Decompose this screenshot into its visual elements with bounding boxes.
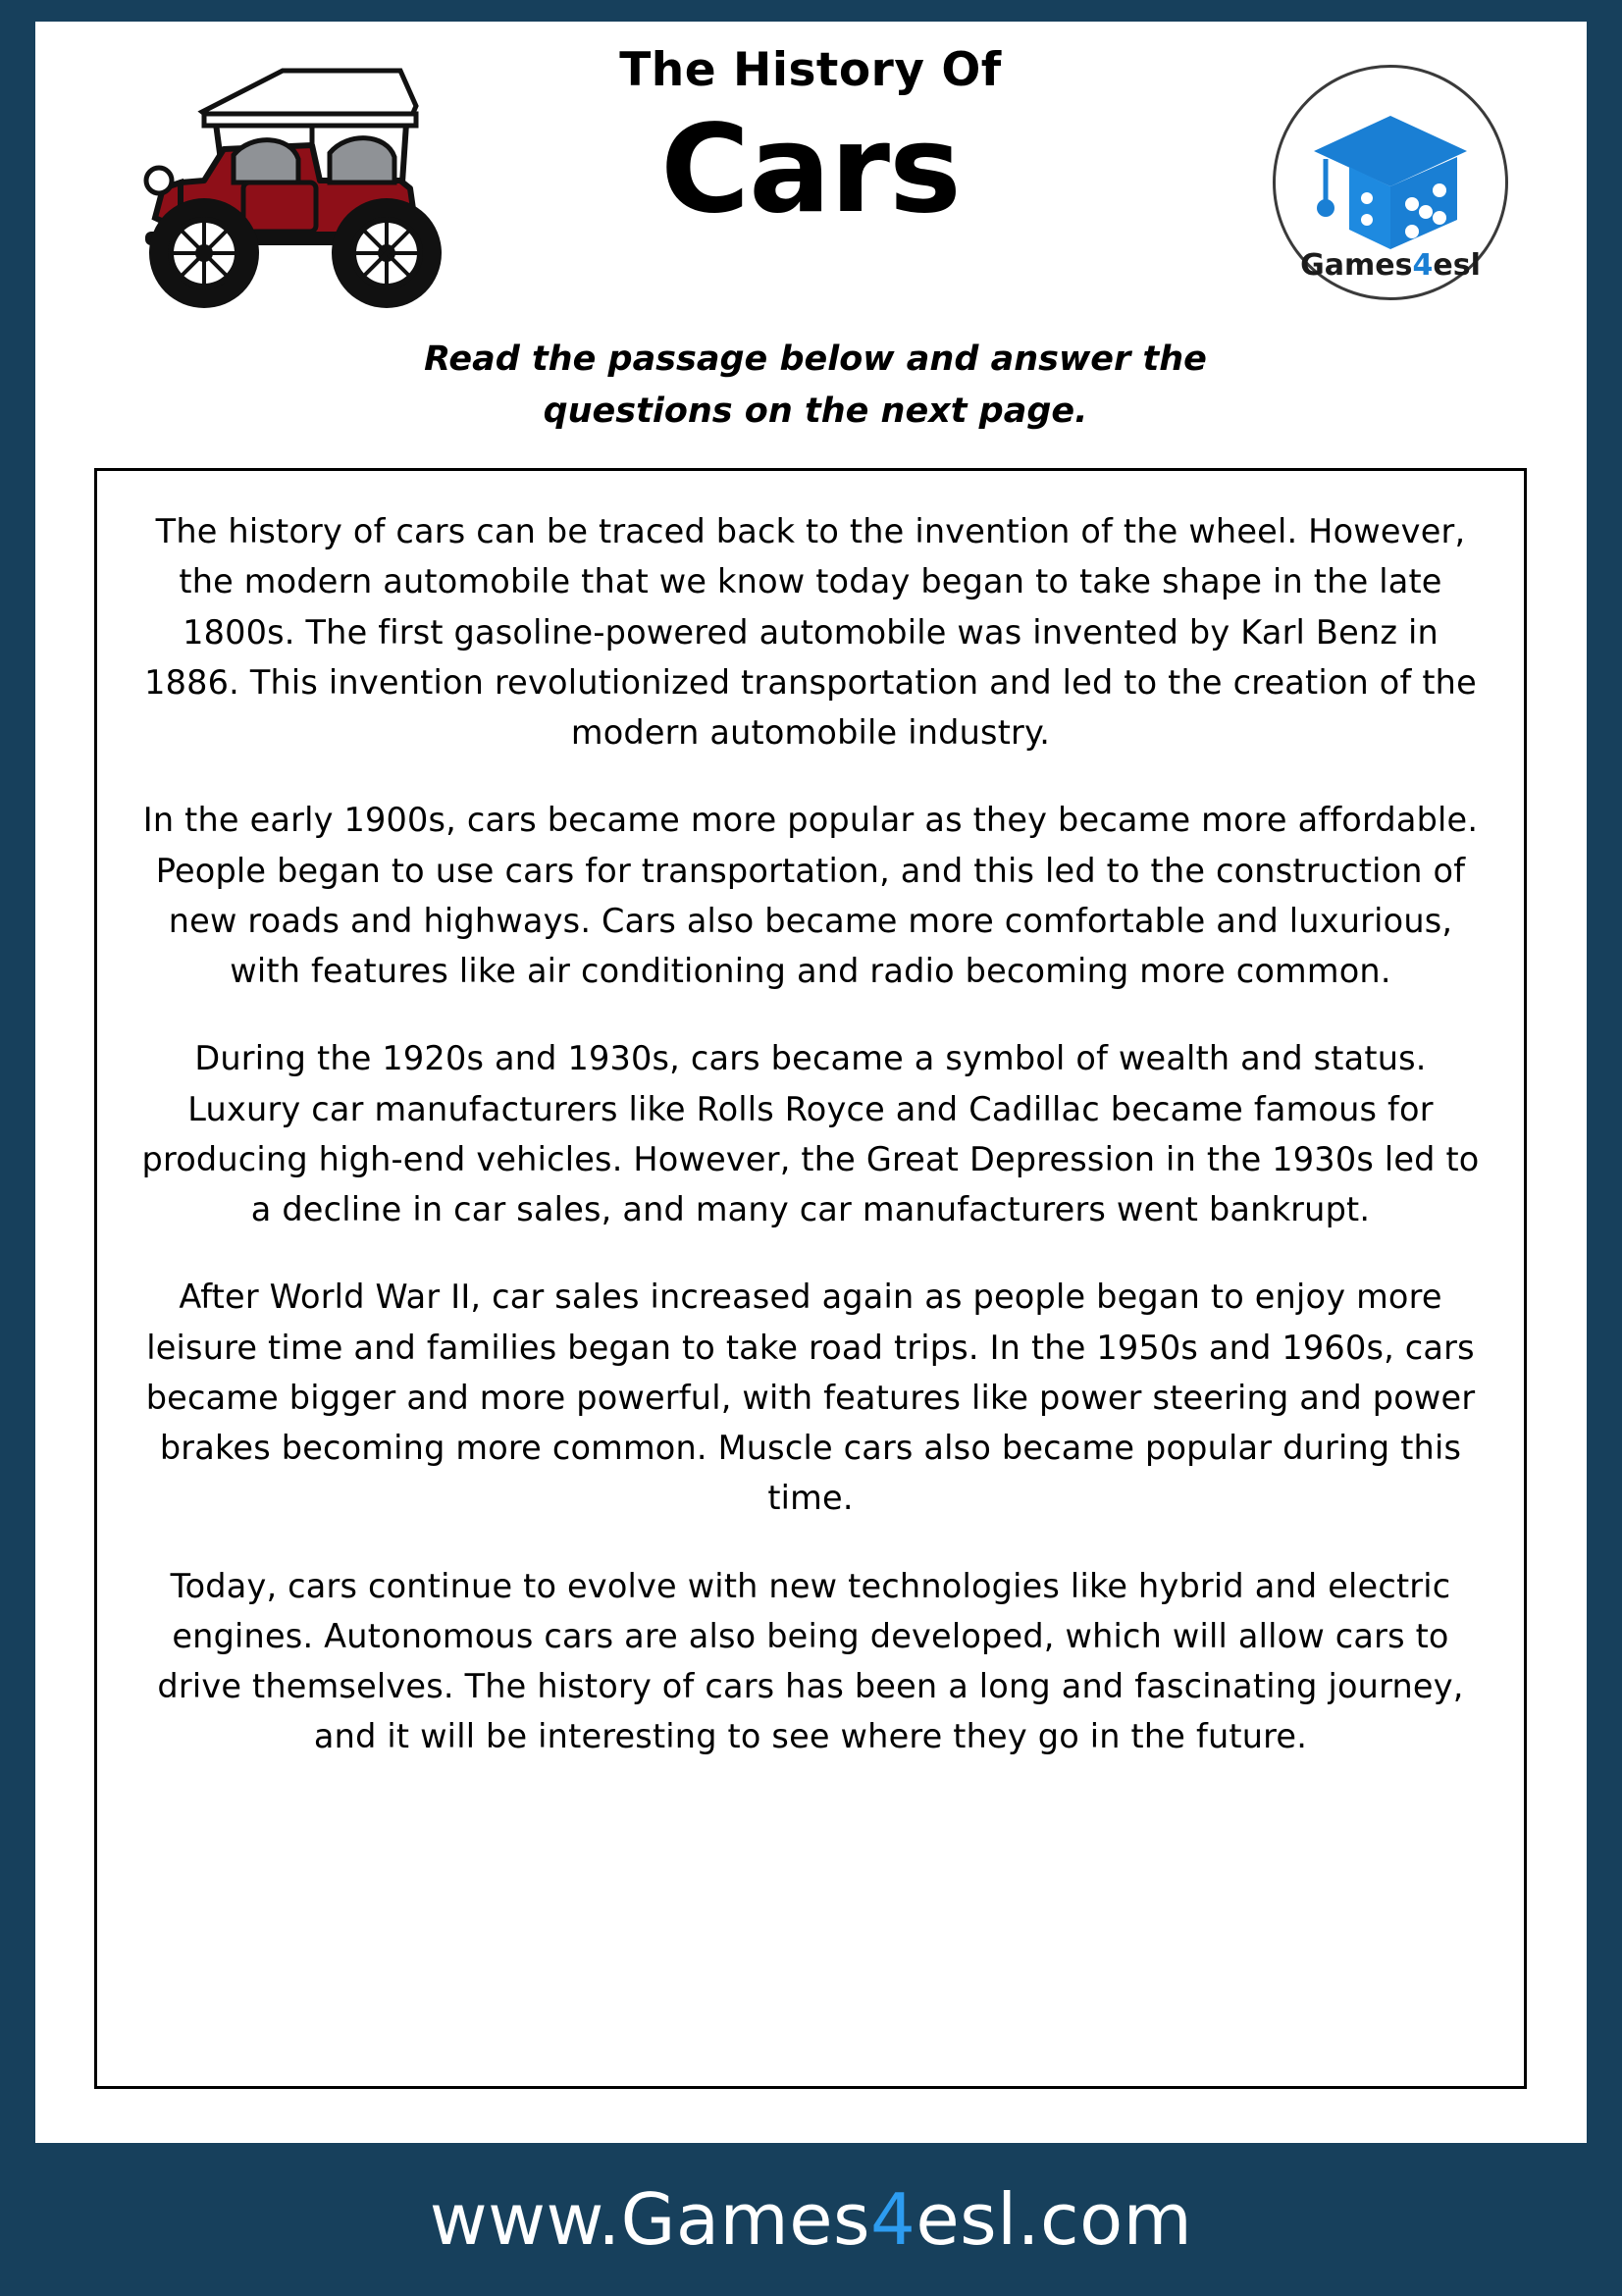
footer-bar xyxy=(0,2143,1622,2296)
logo-text-part2: esl xyxy=(1433,248,1481,283)
footer-url-number: 4 xyxy=(870,2178,916,2261)
footer-url-part1: www.Games xyxy=(429,2178,870,2261)
page-subtitle-small: The History Of xyxy=(619,43,1002,97)
reading-passage-box xyxy=(94,468,1527,2089)
logo-text-part1: Games xyxy=(1300,248,1413,283)
footer-url-part2: esl.com xyxy=(916,2178,1193,2261)
logo-text-number: 4 xyxy=(1412,248,1434,283)
instructions-text: Read the passage below and answer the questions on the next page. xyxy=(424,339,1207,431)
footer-website-url[interactable] xyxy=(430,2178,1193,2261)
worksheet-sheet xyxy=(35,22,1587,2143)
passage-paragraph: Today, cars continue to evolve with new technologies like hybrid and electric engines. Autonomous cars are also being developed, which will allow cars to drive themselves. The history of cars has been a long and fascinating journey, and it will be interesting to see where they go in the future. xyxy=(157,1566,1464,1756)
logo-text xyxy=(1273,248,1508,283)
vintage-car-icon xyxy=(86,35,518,330)
passage-paragraph: In the early 1900s, cars became more popular as they became more affordable. People began to use cars for transportation, and this led to the construction of new roads and highways. Cars also became more comfortable and luxurious, with features like air conditioning and radio becoming more common. xyxy=(142,801,1479,990)
page-title: Cars xyxy=(660,98,961,240)
passage-paragraph: The history of cars can be traced back to the invention of the wheel. However, the modern automobile that we know today began to take shape in the late 1800s. The first gasoline-powered automobile was invented by Karl Benz in 1886. This invention revolutionized transportation and led to the creation of the modern automobile industry. xyxy=(144,512,1477,752)
passage-paragraph: After World War II, car sales increased again as people began to enjoy more leisure time and families began to take road trips. In the 1950s and 1960s, cars became bigger and more powerful, with features like power steering and power brakes becoming more common. Muscle cars also became popular during this time. xyxy=(145,1278,1476,1518)
title-block xyxy=(457,45,1164,238)
games4esl-logo xyxy=(1273,65,1512,304)
passage-paragraph: During the 1920s and 1930s, cars became a symbol of wealth and status. Luxury car manufacturers like Rolls Royce and Cadillac became famous for producing high-end vehicles. However, the Great Depression in the 1930s led to a decline in car sales, and many car manufacturers went bankrupt. xyxy=(141,1039,1480,1228)
worksheet-header xyxy=(35,22,1587,463)
